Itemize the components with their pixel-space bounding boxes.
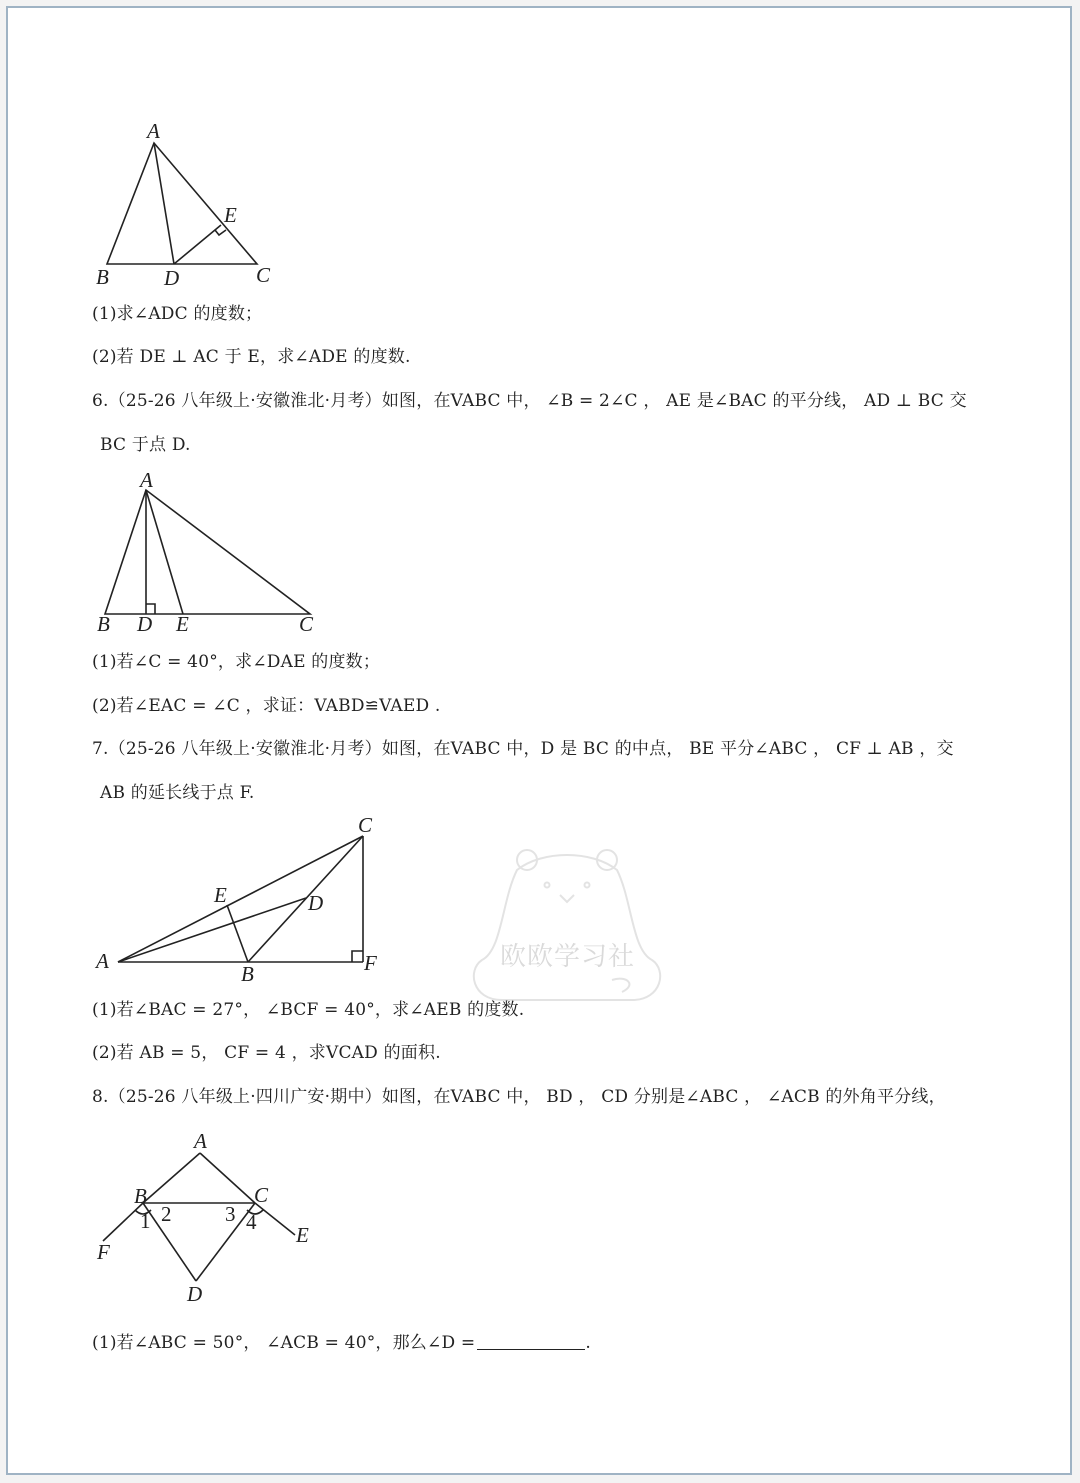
label-b: B <box>97 612 110 636</box>
figure-q8-triangle <box>90 1128 330 1308</box>
label-a: A <box>147 119 160 143</box>
q6-stem-line1: 6.（25-26 八年级上·安徽淮北·月考）如图，在VABC 中， ∠B = 2∠C ， AE 是∠BAC 的平分线， AD ⊥ BC 交 <box>92 391 967 411</box>
q6-part2: (2)若∠EAC = ∠C ，求证：VABD≌VAED . <box>92 696 441 716</box>
q5-part2: (2)若 DE ⊥ AC 于 E，求∠ADE 的度数. <box>92 347 411 367</box>
label-e: E <box>214 883 227 907</box>
angle-number-1: 1 <box>140 1209 151 1233</box>
label-d: D <box>187 1282 203 1306</box>
right-angle-mark <box>352 951 363 962</box>
q8-part1-text: (1)若∠ABC = 50°， ∠ACB = 40°，那么∠D = <box>92 1333 476 1353</box>
ray-ce <box>255 1203 295 1235</box>
q6-stem-line2: BC 于点 D. <box>100 435 191 455</box>
angle-number-2: 2 <box>161 1202 172 1226</box>
ray-bf <box>103 1203 143 1241</box>
q6-part1: (1)若∠C = 40°，求∠DAE 的度数； <box>92 652 381 672</box>
segment-ab <box>143 1153 200 1203</box>
q7-stem-line2: AB 的延长线于点 F. <box>100 783 255 803</box>
label-d: D <box>164 266 180 290</box>
label-b: B <box>96 265 109 289</box>
q8-part1 <box>92 1331 591 1355</box>
figure-q6-triangle <box>90 468 330 638</box>
answer-blank[interactable] <box>477 1333 585 1350</box>
angle-number-4: 4 <box>246 1210 257 1234</box>
label-a: A <box>140 468 153 492</box>
figure-q7-triangle <box>90 812 390 987</box>
segment-be <box>227 905 248 962</box>
triangle-abc <box>105 490 310 614</box>
label-c: C <box>299 612 314 636</box>
label-b: B <box>134 1184 147 1208</box>
label-d: D <box>137 612 153 636</box>
q7-part1: (1)若∠BAC = 27°， ∠BCF = 40°，求∠AEB 的度数. <box>92 1000 525 1020</box>
figure-q5-triangle <box>90 118 290 293</box>
label-f: F <box>364 951 377 975</box>
segment-de <box>174 225 221 264</box>
label-a: A <box>96 949 109 973</box>
watermark-bear-logo <box>462 840 672 1015</box>
label-c: C <box>254 1183 269 1207</box>
label-c: C <box>256 263 271 287</box>
label-d: D <box>308 891 324 915</box>
segment-ac <box>200 1153 255 1203</box>
q8-part1-end: . <box>585 1333 591 1353</box>
angle-number-3: 3 <box>225 1202 236 1226</box>
q5-part1: (1)求∠ADC 的度数； <box>92 304 263 324</box>
segment-ae <box>146 490 183 614</box>
label-a: A <box>194 1129 207 1153</box>
label-b: B <box>241 962 254 986</box>
watermark-text: 欧欧学习社 <box>500 942 636 972</box>
label-e: E <box>176 612 189 636</box>
segment-ad <box>154 143 174 264</box>
label-e: E <box>224 203 237 227</box>
q8-stem-line1: 8.（25-26 八年级上·四川广安·期中）如图，在VABC 中， BD ， CD 分别是∠ABC ， ∠ACB 的外角平分线， <box>92 1087 946 1107</box>
q7-stem-line1: 7.（25-26 八年级上·安徽淮北·月考）如图，在VABC 中，D 是 BC 的中点， BE 平分∠ABC ， CF ⊥ AB ，交 <box>92 739 954 759</box>
q7-part2: (2)若 AB = 5， CF = 4 ，求VCAD 的面积. <box>92 1043 441 1063</box>
label-e: E <box>296 1223 309 1247</box>
label-c: C <box>358 813 373 837</box>
right-angle-mark <box>215 230 226 235</box>
bear-icon <box>462 840 672 1015</box>
label-f: F <box>97 1240 110 1264</box>
